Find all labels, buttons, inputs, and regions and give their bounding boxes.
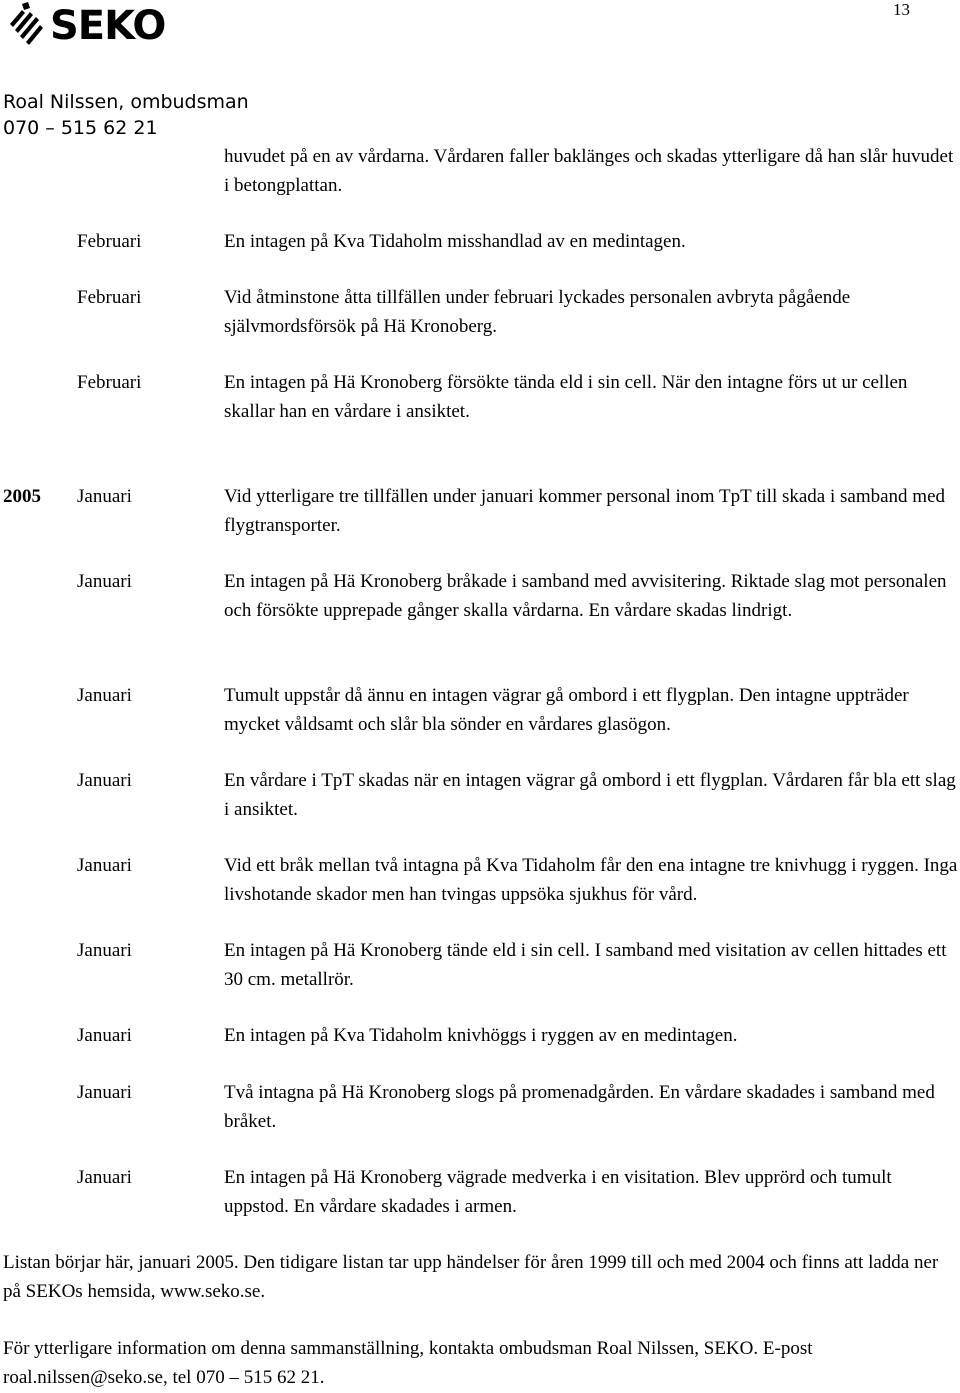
entry-text: En intagen på Hä Kronoberg försökte tända eld i sin cell. När den intagne förs ut ur cellen skallar han en vårdare i ansiktet. bbox=[224, 372, 908, 422]
entry-text: En intagen på Kva Tidaholm misshandlad av en medintagen. bbox=[224, 231, 686, 252]
footer-note: Listan börjar här, januari 2005. Den tidigare listan tar upp händelser för åren 1999 till och med 2004 och finns att ladda ner på SEKOs hemsida, www.seko.se. bbox=[3, 1252, 939, 1302]
entry-month: Januari bbox=[77, 1082, 132, 1103]
entry-text: En intagen på Kva Tidaholm knivhöggs i ryggen av en medintagen. bbox=[224, 1025, 738, 1046]
entry-month: Januari bbox=[77, 855, 132, 876]
entry-month: Januari bbox=[77, 1025, 132, 1046]
seko-logo bbox=[6, 2, 176, 52]
entry-text: En vårdare i TpT skadas när en intagen vägrar gå ombord i ett flygplan. Vårdaren får bla ett slag i ansiktet. bbox=[224, 770, 956, 820]
entry-year: 2005 bbox=[3, 486, 41, 507]
entry-month: Februari bbox=[77, 287, 142, 308]
entry-month: Januari bbox=[77, 1167, 132, 1188]
entry-text: En intagen på Hä Kronoberg vägrade medverka i en visitation. Blev upprörd och tumult uppstod. En vårdare skadades i armen. bbox=[224, 1167, 892, 1217]
entry-text: Vid ytterligare tre tillfällen under januari kommer personal inom TpT till skada i samband med flygtransporter. bbox=[224, 486, 946, 536]
entry-month: Januari bbox=[77, 940, 132, 961]
entry-month: Februari bbox=[77, 372, 142, 393]
entry-month: Januari bbox=[77, 770, 132, 791]
contact-name: Roal Nilssen, ombudsman bbox=[3, 91, 249, 113]
entry-text: En intagen på Hä Kronoberg tände eld i sin cell. I samband med visitation av cellen hittades ett 30 cm. metallrör. bbox=[224, 940, 947, 990]
entry-text: En intagen på Hä Kronoberg bråkade i samband med avvisitering. Riktade slag mot personalen och försökte upprepade gånger skalla vårdarna. En vårdare skadas lindrigt. bbox=[224, 571, 947, 621]
entry-text: Vid åtminstone åtta tillfällen under februari lyckades personalen avbryta pågående självmordsförsök på Hä Kronoberg. bbox=[224, 287, 851, 337]
entry-text: Vid ett bråk mellan två intagna på Kva Tidaholm får den ena intagne tre knivhugg i ryggen. Inga livshotande skador men han tvingas uppsöka sjukhus för vård. bbox=[224, 855, 958, 905]
entry-month: Januari bbox=[77, 486, 132, 507]
entry-month: Februari bbox=[77, 231, 142, 252]
contact-phone: 070 – 515 62 21 bbox=[3, 117, 158, 139]
footer-info: För ytterligare information om denna sammanställning, kontakta ombudsman Roal Nilssen, SEKO. E-post roal.nilssen@seko.se, tel 070 – 515 62 21. bbox=[3, 1338, 813, 1388]
logo-text: SEKO bbox=[50, 3, 166, 49]
page-number: 13 bbox=[893, 0, 910, 19]
entry-month: Januari bbox=[77, 571, 132, 592]
entry-text: Tumult uppstår då ännu en intagen vägrar gå ombord i ett flygplan. Den intagne uppträder mycket våldsamt och slår bla sönder en vårdares glasögon. bbox=[224, 685, 909, 735]
seko-logo-icon bbox=[6, 2, 50, 50]
contact-block bbox=[3, 89, 249, 141]
lead-in-text: huvudet på en av vårdarna. Vårdaren faller baklänges och skadas ytterligare då han slår huvudet i betongplattan. bbox=[224, 146, 954, 196]
entry-month: Januari bbox=[77, 685, 132, 706]
entry-text: Två intagna på Hä Kronoberg slogs på promenadgården. En vårdare skadades i samband med bråket. bbox=[224, 1082, 935, 1132]
